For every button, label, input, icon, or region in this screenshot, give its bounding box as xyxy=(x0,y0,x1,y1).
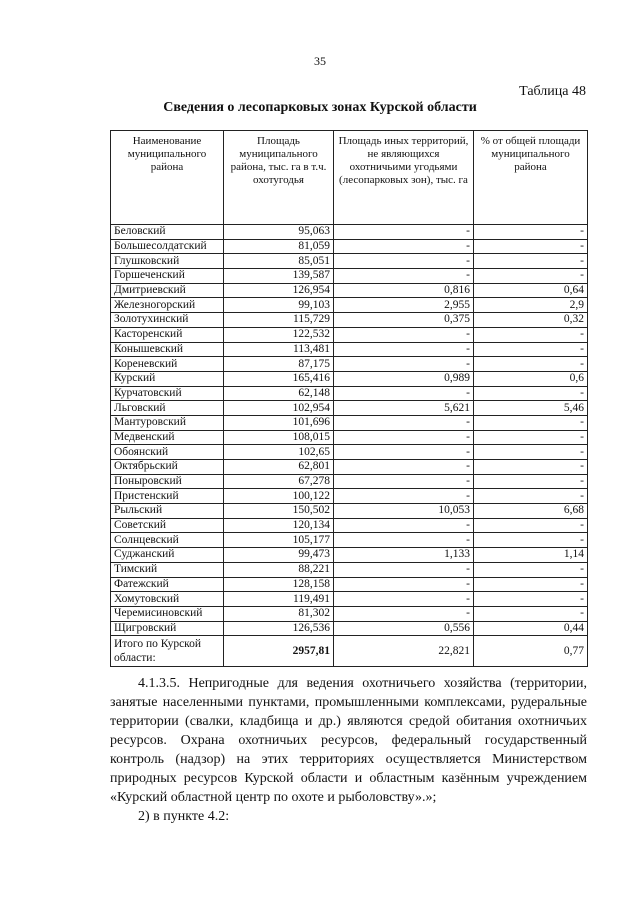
district-percent: - xyxy=(474,445,588,460)
district-name: Железногорский xyxy=(111,298,224,313)
district-name: Суджанский xyxy=(111,548,224,563)
district-name: Октябрьский xyxy=(111,460,224,475)
district-name: Беловский xyxy=(111,225,224,240)
table-row xyxy=(111,327,588,342)
district-percent: 0,6 xyxy=(474,371,588,386)
body-text xyxy=(110,674,587,826)
table-row xyxy=(111,592,588,607)
table-row xyxy=(111,386,588,401)
district-other-area: - xyxy=(334,592,474,607)
district-other-area: - xyxy=(334,357,474,372)
district-percent: - xyxy=(474,357,588,372)
table-row xyxy=(111,313,588,328)
district-area: 120,134 xyxy=(224,518,334,533)
table-row xyxy=(111,401,588,416)
table-row xyxy=(111,269,588,284)
district-percent: - xyxy=(474,460,588,475)
district-percent: - xyxy=(474,327,588,342)
district-percent: 5,46 xyxy=(474,401,588,416)
district-other-area: - xyxy=(334,533,474,548)
district-area: 139,587 xyxy=(224,269,334,284)
district-other-area: 1,133 xyxy=(334,548,474,563)
district-other-area: - xyxy=(334,225,474,240)
district-name: Большесолдатский xyxy=(111,239,224,254)
district-name: Горшеченский xyxy=(111,269,224,284)
header-district: Наименование муниципального района xyxy=(111,131,224,225)
header-percent: % от общей площади муниципального района xyxy=(474,131,588,225)
district-other-area: 0,556 xyxy=(334,621,474,636)
district-other-area: - xyxy=(334,606,474,621)
district-area: 100,122 xyxy=(224,489,334,504)
district-other-area: - xyxy=(334,430,474,445)
district-percent: - xyxy=(474,533,588,548)
district-name: Медвенский xyxy=(111,430,224,445)
table-row xyxy=(111,298,588,313)
district-area: 119,491 xyxy=(224,592,334,607)
district-percent: - xyxy=(474,386,588,401)
table-row xyxy=(111,548,588,563)
district-name: Кореневский xyxy=(111,357,224,372)
district-other-area: - xyxy=(334,415,474,430)
table-row xyxy=(111,430,588,445)
district-area: 85,051 xyxy=(224,254,334,269)
total-row xyxy=(111,636,588,667)
district-other-area: 0,816 xyxy=(334,283,474,298)
district-percent: 6,68 xyxy=(474,504,588,519)
district-percent: 1,14 xyxy=(474,548,588,563)
district-name: Щигровский xyxy=(111,621,224,636)
district-name: Мантуровский xyxy=(111,415,224,430)
table-row xyxy=(111,606,588,621)
district-percent: - xyxy=(474,489,588,504)
district-area: 87,175 xyxy=(224,357,334,372)
district-percent: - xyxy=(474,342,588,357)
district-area: 81,059 xyxy=(224,239,334,254)
district-name: Пристенский xyxy=(111,489,224,504)
district-percent: - xyxy=(474,518,588,533)
district-name: Хомутовский xyxy=(111,592,224,607)
table-row xyxy=(111,562,588,577)
district-area: 99,473 xyxy=(224,548,334,563)
page-number: 35 xyxy=(314,54,326,68)
district-name: Обоянский xyxy=(111,445,224,460)
district-area: 108,015 xyxy=(224,430,334,445)
district-area: 126,536 xyxy=(224,621,334,636)
district-area: 81,302 xyxy=(224,606,334,621)
total-percent: 0,77 xyxy=(474,636,588,667)
district-other-area: - xyxy=(334,460,474,475)
table-title: Сведения о лесопарковых зонах Курской области xyxy=(163,100,477,115)
table-header-row xyxy=(111,131,588,225)
district-name: Солнцевский xyxy=(111,533,224,548)
total-area: 2957,81 xyxy=(224,636,334,667)
district-percent: 0,32 xyxy=(474,313,588,328)
table-body xyxy=(111,225,588,667)
district-percent: - xyxy=(474,269,588,284)
district-name: Тимский xyxy=(111,562,224,577)
district-percent: - xyxy=(474,577,588,592)
table-row xyxy=(111,474,588,489)
district-other-area: - xyxy=(334,254,474,269)
table-row xyxy=(111,504,588,519)
table-row xyxy=(111,254,588,269)
district-other-area: - xyxy=(334,386,474,401)
district-other-area: - xyxy=(334,562,474,577)
district-other-area: 5,621 xyxy=(334,401,474,416)
district-percent: - xyxy=(474,415,588,430)
district-other-area: - xyxy=(334,518,474,533)
table-row xyxy=(111,533,588,548)
district-name: Рыльский xyxy=(111,504,224,519)
district-name: Курский xyxy=(111,371,224,386)
district-area: 102,65 xyxy=(224,445,334,460)
district-percent: 0,64 xyxy=(474,283,588,298)
district-name: Дмитриевский xyxy=(111,283,224,298)
district-percent: - xyxy=(474,592,588,607)
district-name: Конышевский xyxy=(111,342,224,357)
table-row xyxy=(111,225,588,240)
district-name: Советский xyxy=(111,518,224,533)
district-name: Льговский xyxy=(111,401,224,416)
district-area: 99,103 xyxy=(224,298,334,313)
district-other-area: - xyxy=(334,269,474,284)
table-row xyxy=(111,283,588,298)
table-row xyxy=(111,518,588,533)
district-percent: - xyxy=(474,430,588,445)
table-row xyxy=(111,577,588,592)
district-area: 150,502 xyxy=(224,504,334,519)
district-name: Золотухинский xyxy=(111,313,224,328)
paragraph-item-2: 2) в пункте 4.2: xyxy=(138,809,230,824)
table-label: Таблица 48 xyxy=(519,84,586,99)
district-name: Курчатовский xyxy=(111,386,224,401)
table-row xyxy=(111,621,588,636)
district-area: 165,416 xyxy=(224,371,334,386)
district-percent: - xyxy=(474,239,588,254)
district-percent: - xyxy=(474,254,588,269)
district-name: Фатежский xyxy=(111,577,224,592)
district-other-area: - xyxy=(334,474,474,489)
district-area: 126,954 xyxy=(224,283,334,298)
table-row xyxy=(111,460,588,475)
table-row xyxy=(111,415,588,430)
district-other-area: - xyxy=(334,445,474,460)
district-name: Поныровский xyxy=(111,474,224,489)
district-area: 62,148 xyxy=(224,386,334,401)
total-label: Итого по Курской области: xyxy=(111,636,224,667)
district-percent: 0,44 xyxy=(474,621,588,636)
district-other-area: - xyxy=(334,489,474,504)
table-row xyxy=(111,371,588,386)
table-row xyxy=(111,342,588,357)
district-other-area: 2,955 xyxy=(334,298,474,313)
district-other-area: - xyxy=(334,327,474,342)
district-area: 113,481 xyxy=(224,342,334,357)
district-area: 102,954 xyxy=(224,401,334,416)
district-percent: - xyxy=(474,562,588,577)
table-row xyxy=(111,239,588,254)
header-area: Площадь муниципального района, тыс. га в т.ч. охотугодья xyxy=(224,131,334,225)
district-area: 105,177 xyxy=(224,533,334,548)
header-other-area: Площадь иных территорий, не являющихся охотничьими угодьями (лесопарковых зон), тыс. га xyxy=(334,131,474,225)
district-area: 128,158 xyxy=(224,577,334,592)
district-other-area: 0,375 xyxy=(334,313,474,328)
district-name: Касторенский xyxy=(111,327,224,342)
district-other-area: 0,989 xyxy=(334,371,474,386)
forest-park-table xyxy=(110,130,588,667)
district-name: Глушковский xyxy=(111,254,224,269)
table-row xyxy=(111,357,588,372)
district-area: 95,063 xyxy=(224,225,334,240)
district-area: 88,221 xyxy=(224,562,334,577)
district-area: 101,696 xyxy=(224,415,334,430)
district-other-area: - xyxy=(334,239,474,254)
table-row xyxy=(111,445,588,460)
district-percent: 2,9 xyxy=(474,298,588,313)
district-area: 67,278 xyxy=(224,474,334,489)
district-other-area: 10,053 xyxy=(334,504,474,519)
district-name: Черемисиновский xyxy=(111,606,224,621)
district-percent: - xyxy=(474,225,588,240)
district-other-area: - xyxy=(334,342,474,357)
district-area: 62,801 xyxy=(224,460,334,475)
district-percent: - xyxy=(474,606,588,621)
district-area: 115,729 xyxy=(224,313,334,328)
table-row xyxy=(111,489,588,504)
district-area: 122,532 xyxy=(224,327,334,342)
paragraph-4-1-3-5: 4.1.3.5. Непригодные для ведения охотничьего хозяйства (территории, занятые населенными пунктами, промышленными комплексами, рудеральные территории (свалки, кладбища и др.) являются средой обитания охотничьих ресурсов. Охрана охотничьих ресурсов, федеральный государственный контроль (надзор) на этих территориях осуществляется Министерством природных ресурсов Курской области и областным казённым учреждением «Курский областной центр по охоте и рыболовству».»; xyxy=(110,676,587,805)
district-other-area: - xyxy=(334,577,474,592)
total-other: 22,821 xyxy=(334,636,474,667)
district-percent: - xyxy=(474,474,588,489)
